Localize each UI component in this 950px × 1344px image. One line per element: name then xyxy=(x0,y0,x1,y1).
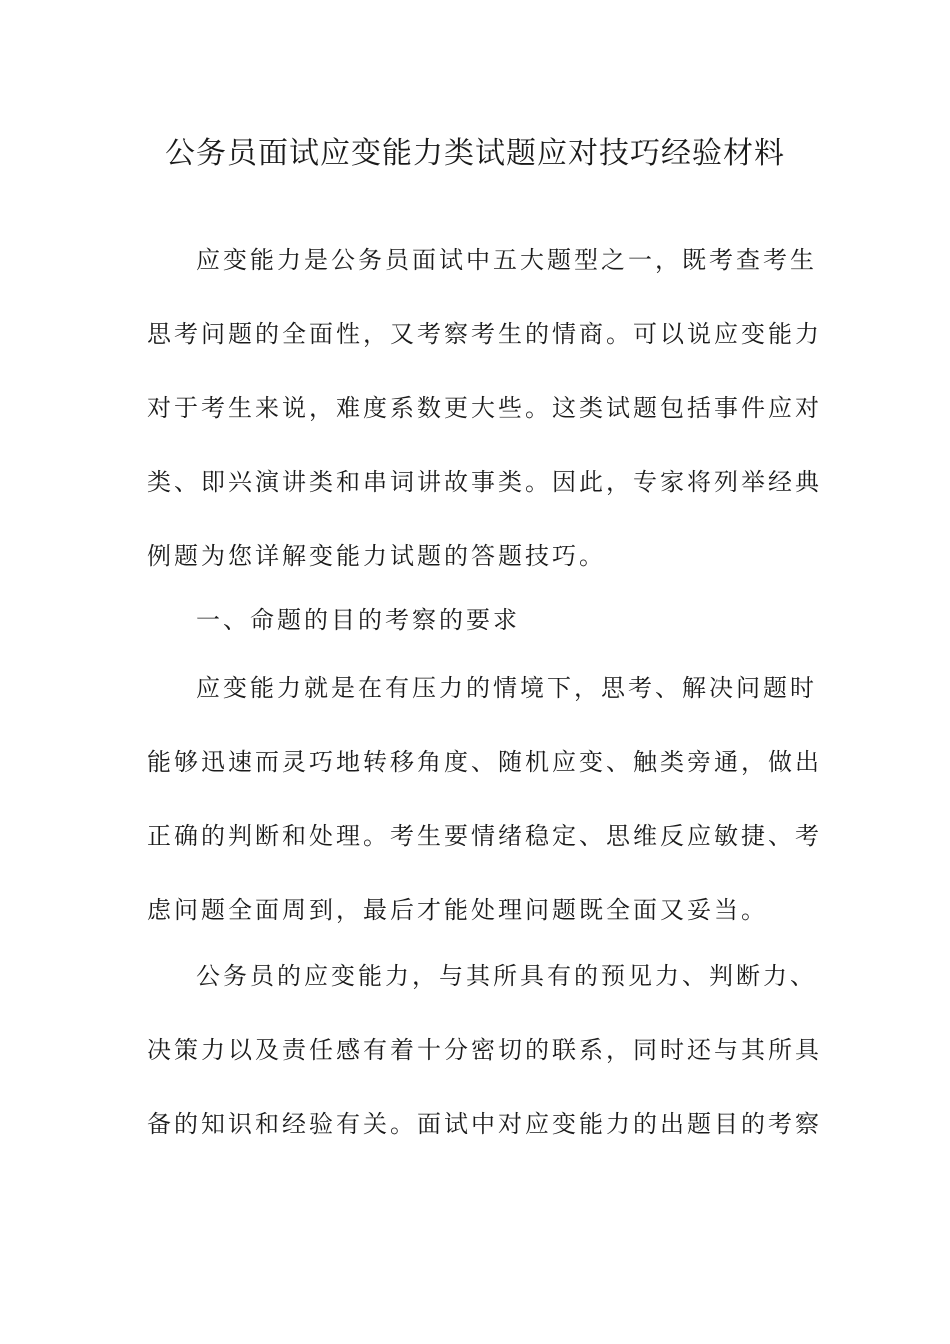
paragraph-line: 应变能力就是在有压力的情境下，思考、解决问题时 xyxy=(196,674,817,702)
section-heading: 一、命题的目的考察的要求 xyxy=(196,606,520,634)
paragraph-line: 备的知识和经验有关。面试中对应变能力的出题目的考察 xyxy=(147,1110,822,1138)
paragraph-line: 思考问题的全面性，又考察考生的情商。可以说应变能力 xyxy=(147,320,822,348)
paragraph-line: 例题为您详解变能力试题的答题技巧。 xyxy=(147,542,606,570)
paragraph-line: 对于考生来说，难度系数更大些。这类试题包括事件应对 xyxy=(147,394,822,422)
paragraph-line: 正确的判断和处理。考生要情绪稳定、思维反应敏捷、考 xyxy=(147,822,822,850)
paragraph-line: 公务员的应变能力，与其所具有的预见力、判断力、 xyxy=(196,962,817,990)
paragraph-line: 决策力以及责任感有着十分密切的联系，同时还与其所具 xyxy=(147,1036,822,1064)
document-title: 公务员面试应变能力类试题应对技巧经验材料 xyxy=(165,136,785,171)
paragraph-line: 应变能力是公务员面试中五大题型之一，既考查考生 xyxy=(196,246,817,274)
paragraph-line: 能够迅速而灵巧地转移角度、随机应变、触类旁通，做出 xyxy=(147,748,822,776)
paragraph-line: 类、即兴演讲类和串词讲故事类。因此，专家将列举经典 xyxy=(147,468,822,496)
paragraph-line: 虑问题全面周到，最后才能处理问题既全面又妥当。 xyxy=(147,896,768,924)
